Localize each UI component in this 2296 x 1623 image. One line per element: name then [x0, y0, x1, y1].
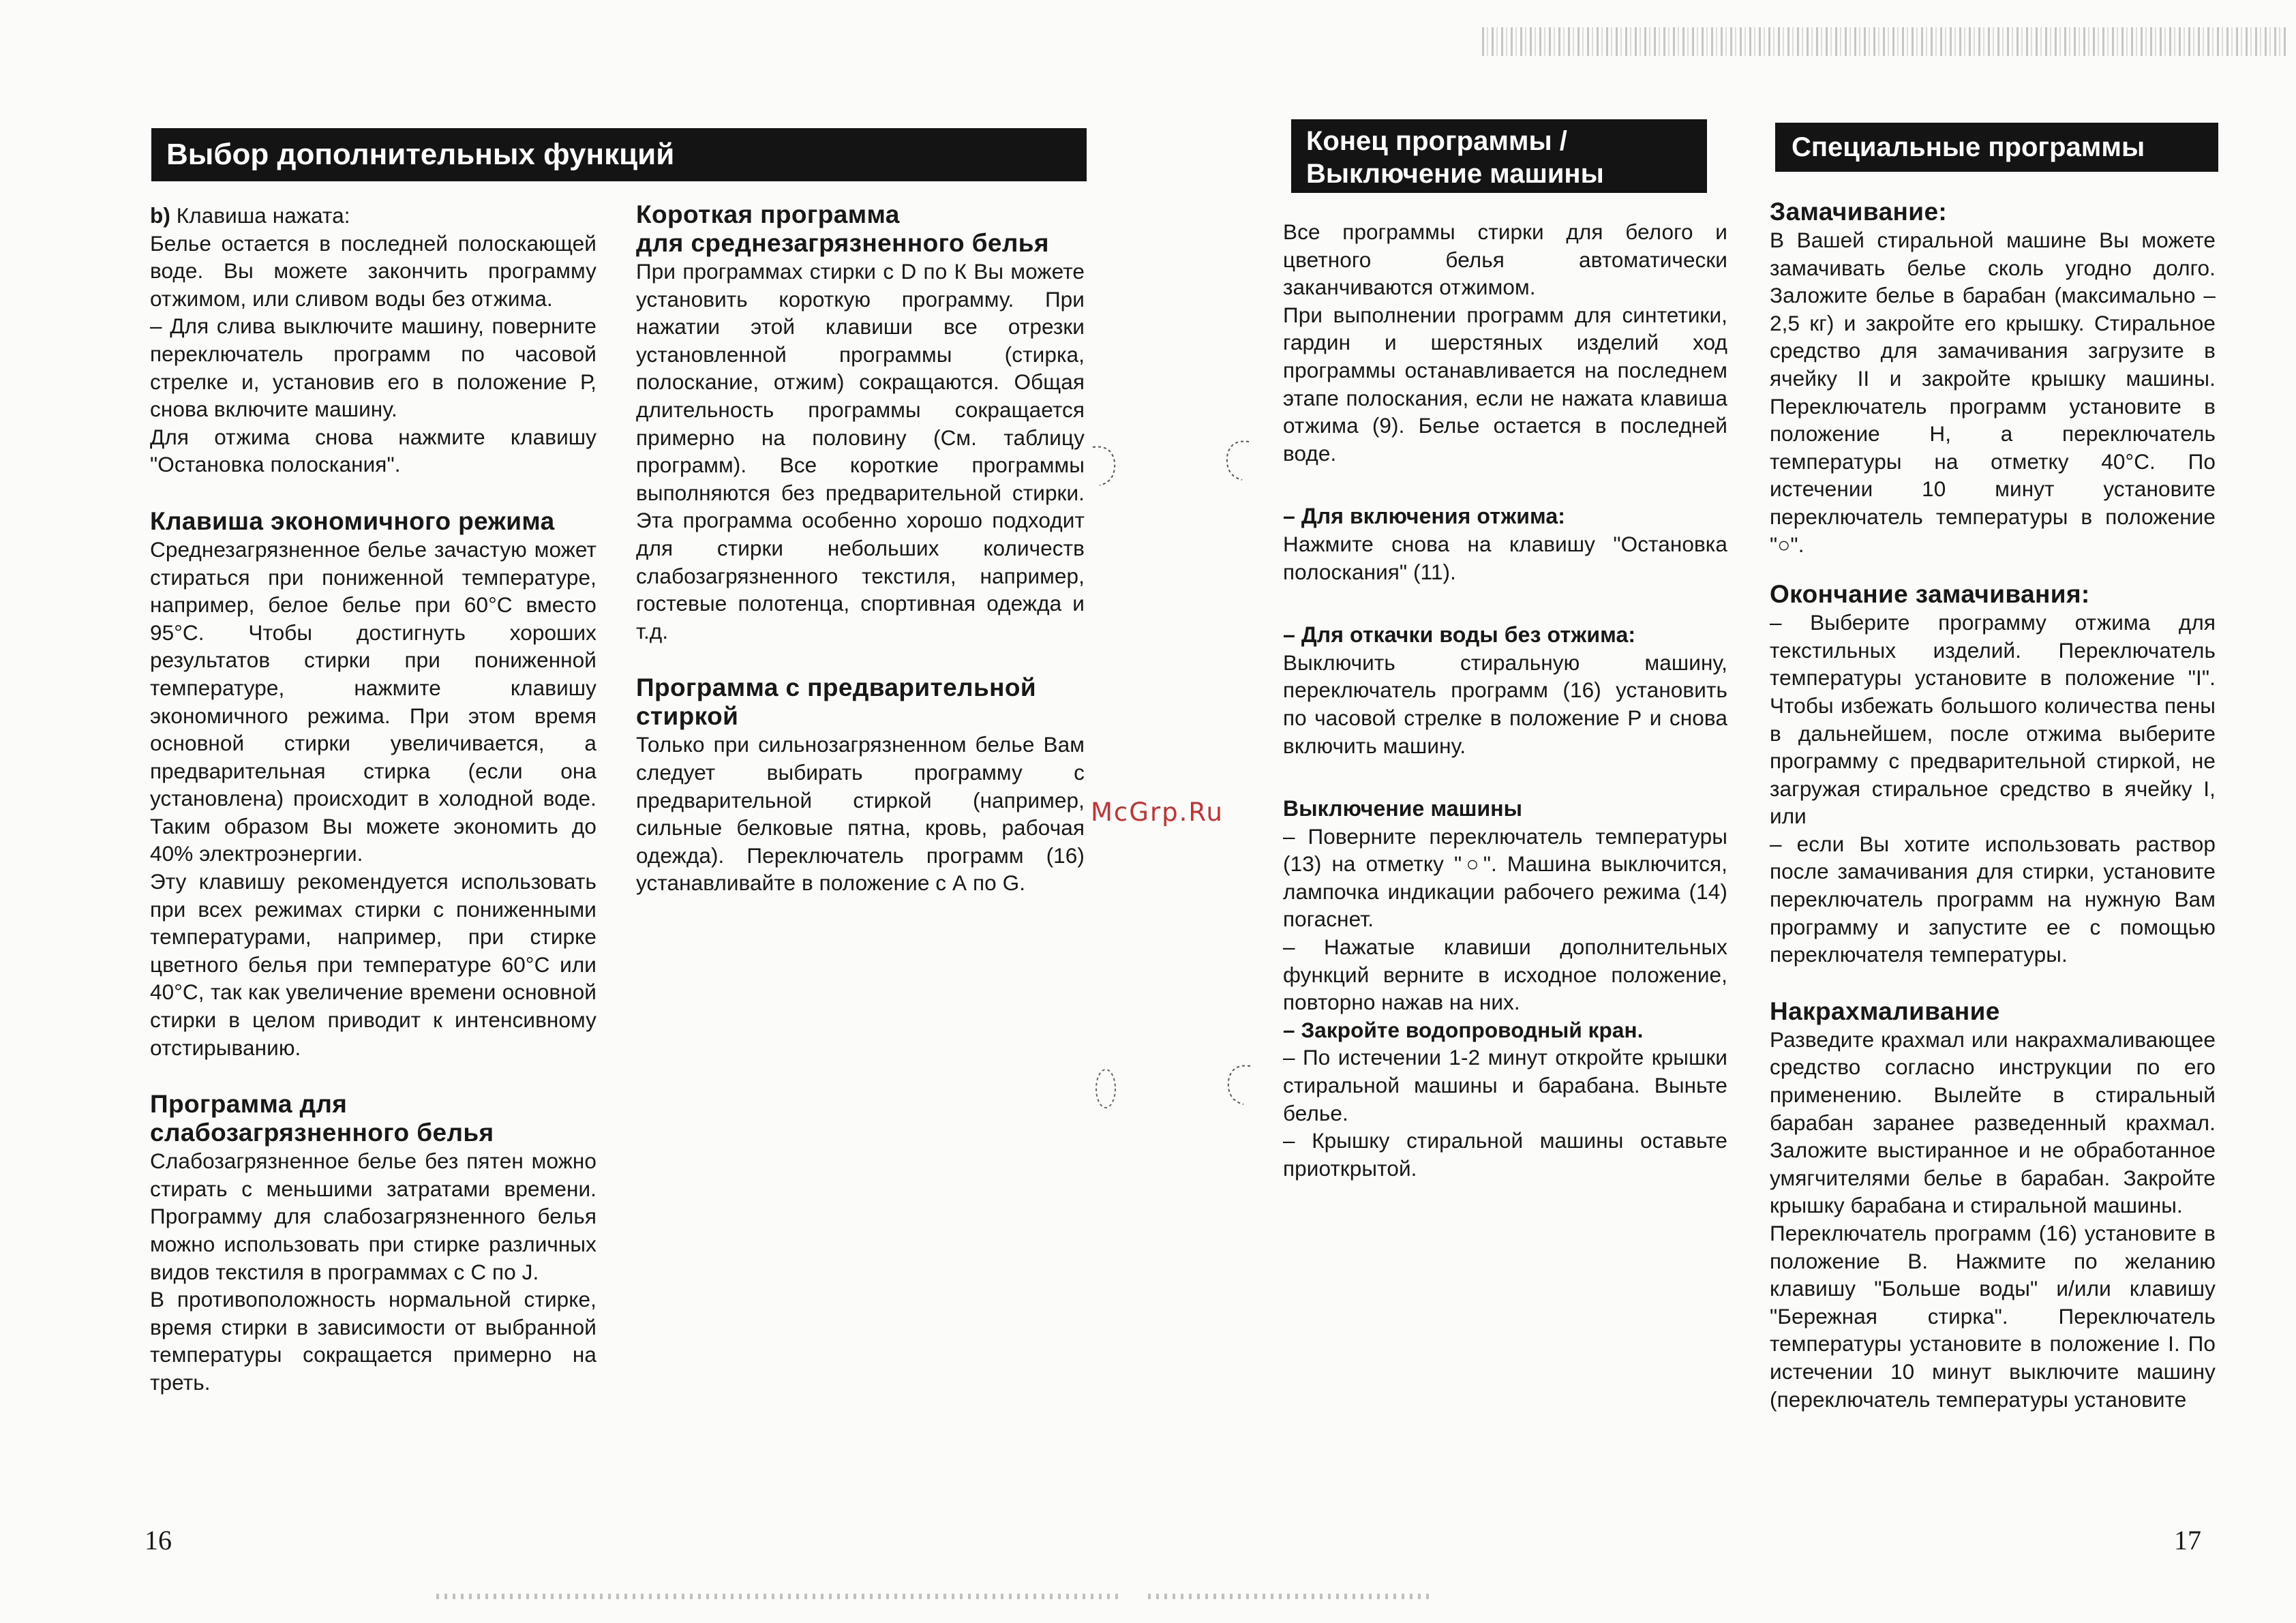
banner-line-1: Конец программы / — [1306, 126, 1567, 156]
column-3 — [1283, 218, 1727, 1182]
paragraph: Эту клавишу рекомендуется использовать при всех режимах стирки с пониженными температурами, например, при стирке цветного белья при температуре 60°С или 40°С, так как увеличение времени основной стирки в целом приводит к интенсивному отстирыванию. — [150, 869, 596, 1060]
heading-soak-end: Окончание замачивания: — [1770, 580, 2090, 609]
heading-eco-key: Клавиша экономичного режима — [150, 506, 555, 535]
banner-title: Выбор дополнительных функций — [166, 138, 675, 171]
banner-title: Специальные программы — [1792, 132, 2145, 162]
punch-hole-mark — [1092, 1065, 1119, 1112]
column-2 — [636, 200, 1085, 897]
punch-hole-mark — [1223, 436, 1254, 484]
punch-hole-mark — [1224, 1061, 1256, 1108]
list-item: – Нажатые клавиши дополнительных функций верните в исходное положение, повторно нажав на них. — [1283, 935, 1727, 1015]
paragraph: При программах стирки с D по К Вы можете установить короткую программу. При нажатии этой клавиши все отрезки установленной программы (стирка, полоскание, отжим) сокращаются. Общая длительность программы сокращается примерно на половину (См. таблицу программ). Все короткие программы выполняются без предварительной стирки. Эта программа особенно хорошо подходит для стирки небольших количеств слабозагрязненного текстиля, например, гостевые полотенца, спортивная одежда и т.д. — [636, 259, 1085, 643]
heading-prewash-line2: стиркой — [636, 702, 739, 731]
list-item: – Поверните переключатель температуры (13) на отметку "○". Машина выключится, лампочка индикации рабочего режима (14) погаснет. — [1283, 823, 1727, 932]
list-item: – если Вы хотите использовать раствор после замачивания для стирки, установите переключатель программ на нужную Вам программу и запустите ее с помощью переключателя температуры. — [1770, 831, 2216, 967]
section-banner-additional-functions — [151, 128, 1087, 181]
subheading-drain: – Для откачки воды без отжима: — [1283, 622, 1636, 648]
paragraph: В противоположность нормальной стирке, время стирки в зависимости от выбранной температуры сокращается примерно на треть. — [150, 1287, 596, 1395]
paragraph: Разведите крахмал или накрахмаливающее средство согласно инструкции по его применению. Вылейте в стиральный барабан заранее разведенный крахмал. Заложите выстиранное и не обработанное умягчителями белье в барабан. Закройте крышку барабана и стиральной машины. — [1770, 1027, 2216, 1218]
banner-line-2: Выключение машины — [1306, 159, 1604, 189]
heading-starching: Накрахмаливание — [1770, 997, 2000, 1025]
list-item: – По истечении 1-2 минут откройте крышки стиральной машины и барабана. Выньте белье. — [1283, 1045, 1727, 1125]
paragraph: Для отжима снова нажмите клавишу "Остановка полоскания". — [150, 424, 596, 477]
paragraph: Слабозагрязненное белье без пятен можно стирать с меньшими затратами времени. Программу для слабозагрязненного белья можно использовать при стирке различных видов текстиля в программах с С по J. — [150, 1149, 596, 1284]
page-number-right: 17 — [2174, 1525, 2201, 1556]
subheading-machine-off: Выключение машины — [1283, 796, 1523, 821]
paragraph: Выключить стиральную машину, переключатель программ (16) установить по часовой стрелке в положение Р и снова включить машину. — [1283, 650, 1727, 758]
section-banner-special-programs — [1775, 123, 2218, 172]
punch-hole-mark — [1087, 442, 1119, 489]
paragraph: В Вашей стиральной машине Вы можете замачивать белье сколь угодно долго. Заложите белье в барабан (максимально – 2,5 кг) и закройте его крышку. Стиральное средство для замачивания загрузите в ячейку II и закройте крышку машины. Переключатель программ установите в положение Н, а переключатель температуры на отметку 40°С. По истечении 10 минут установите переключатель температуры в положение "○". — [1770, 228, 2216, 557]
list-item: – Закройте водопроводный кран. — [1283, 1017, 1644, 1042]
list-item: – Выберите программу отжима для текстильных изделий. Переключатель температуры установите в положение "I". Чтобы избежать большого количества пены в дальнейшем, после отжима выберите программу с предварительной стиркой, не загружая стиральное средство в ячейку I, или — [1770, 610, 2216, 829]
paragraph: Нажмите снова на клавишу "Остановка полоскания" (11). — [1283, 531, 1727, 584]
paragraph: Среднезагрязненное белье зачастую может стираться при пониженной температуре, например, белое белье при 60°С вместо 95°С. Чтобы достигнуть хороших результатов стирки при пониженной температуре, нажмите клавишу экономичного режима. При этом время основной стирки увеличивается, а предварительная стирка (если она установлена) происходит в холодной воде. Таким образом Вы можете экономить до 40% электроэнергии. — [150, 536, 596, 866]
paragraph: – Для слива выключите машину, поверните переключатель программ по часовой стрелке и, установив его в положение Р, снова включите машину. — [150, 314, 596, 422]
subheading-spin: – Для включения отжима: — [1283, 504, 1566, 529]
paragraph: При выполнении программ для синтетики, гардин и шерстяных изделий ход программы останавливается на последнем этапе полоскания, если не нажата клавиша отжима (9). Белье остается в последней воде. — [1283, 302, 1727, 466]
paragraph: Переключатель программ (16) установите в положение В. Нажмите по желанию клавишу "Больше воды" и/или клавишу "Бережная стирка". Переключатель температуры установите в положение I. По истечении 10 минут выключите машину (переключатель температуры установите — [1770, 1221, 2216, 1412]
intro-text: Клавиша нажата: — [176, 203, 350, 228]
watermark: McGrp.Ru — [1091, 798, 1224, 827]
page-right — [1148, 0, 2296, 1623]
intro-prefix: b) — [150, 203, 170, 228]
heading-soaking: Замачивание: — [1770, 198, 1948, 226]
heading-light-program-line1: Программа для — [150, 1090, 348, 1119]
heading-short-program-line2: для среднезагрязненного белья — [636, 229, 1049, 257]
scan-artifact — [436, 1594, 1118, 1599]
paragraph: Все программы стирки для белого и цветного белья автоматически заканчиваются отжимом. — [1283, 219, 1727, 300]
column-1 — [150, 202, 596, 1397]
heading-prewash-line1: Программа с предварительной — [636, 673, 1036, 702]
paragraph: Только при сильнозагрязненном белье Вам следует выбирать программу с предварительной стиркой (например, сильные белковые пятна, кровь, рабочая одежда). Переключатель программ (16) устанавливайте в положение с А по G. — [636, 732, 1085, 896]
list-item: – Крышку стиральной машины оставьте приоткрытой. — [1283, 1128, 1727, 1181]
paragraph: Белье остается в последней полоскающей воде. Вы можете закончить программу отжимом, или сливом воды без отжима. — [150, 230, 596, 311]
key-pressed-intro — [150, 202, 596, 230]
page-number-left: 16 — [145, 1525, 172, 1556]
section-banner-end-program — [1291, 119, 1707, 193]
scan-artifact — [1482, 27, 2286, 56]
heading-light-program-line2: слабозагрязненного белья — [150, 1119, 494, 1147]
scan-artifact — [1148, 1594, 1434, 1599]
heading-short-program-line1: Короткая программа — [636, 200, 900, 228]
column-4 — [1770, 198, 2216, 1413]
